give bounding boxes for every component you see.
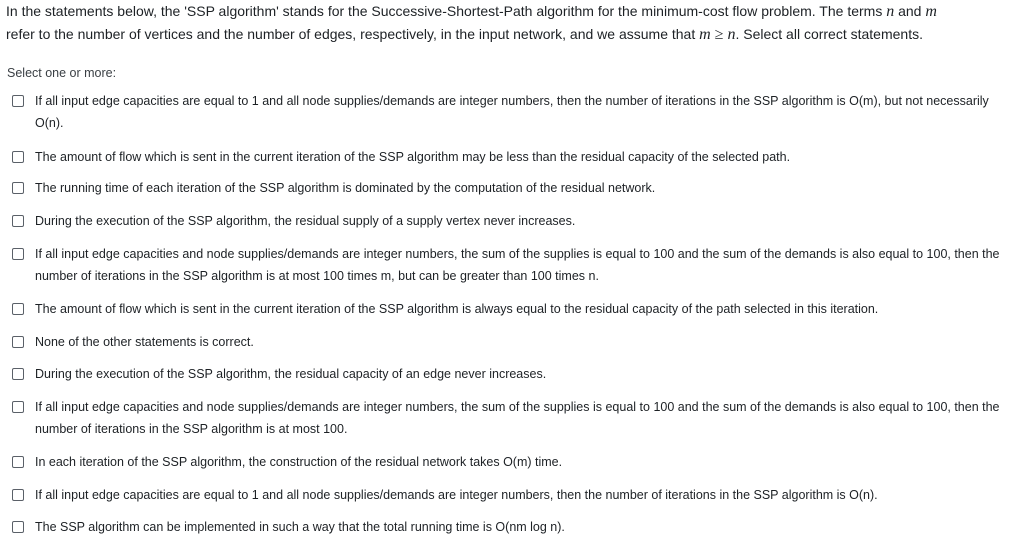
option-5-label: If all input edge capacities and node supplies/demands are integer numbers, the sum of the supplies is equal to 100 and the sum of the demands is also equal to 100, then the number of iterations in the SSP algorithm is at most 100 times m, but can be greater than 100 times n. [35, 247, 1000, 283]
option-8-label: During the execution of the SSP algorithm, the residual capacity of an edge never increases. [35, 367, 547, 381]
option-12-label: The SSP algorithm can be implemented in such a way that the total running time is O(nm log n). [35, 520, 565, 534]
option-4-checkbox[interactable] [12, 215, 24, 227]
option-2-checkbox[interactable] [12, 151, 24, 163]
option-9-checkbox[interactable] [12, 401, 24, 413]
option-11-label: If all input edge capacities are equal to 1 and all node supplies/demands are integer numbers, then the number of iterations in the SSP algorithm is O(n). [35, 488, 878, 502]
option-2-label: The amount of flow which is sent in the current iteration of the SSP algorithm may be less than the residual capacity of the selected path. [35, 150, 791, 164]
option-6-label: The amount of flow which is sent in the current iteration of the SSP algorithm is always equal to the residual capacity of the path selected in this iteration. [35, 302, 879, 316]
select-prompt: Select one or more: [7, 66, 117, 80]
option-7-checkbox[interactable] [12, 336, 24, 348]
question-line-2: refer to the number of vertices and the number of edges, respectively, in the input network, and we assume that m ≥ n. Select all correct statements. [6, 26, 923, 43]
option-5-checkbox[interactable] [12, 248, 24, 260]
option-3-label: The running time of each iteration of the SSP algorithm is dominated by the computation of the residual network. [35, 181, 656, 195]
option-7-label: None of the other statements is correct. [35, 335, 254, 349]
option-11-checkbox[interactable] [12, 489, 24, 501]
option-6-checkbox[interactable] [12, 303, 24, 315]
option-1-label: If all input edge capacities are equal to 1 and all node supplies/demands are integer numbers, then the number of iterations in the SSP algorithm is O(m), but not necessarily O(n). [35, 94, 989, 130]
option-4-label: During the execution of the SSP algorithm, the residual supply of a supply vertex never increases. [35, 214, 576, 228]
option-12-checkbox[interactable] [12, 521, 24, 533]
option-10-label: In each iteration of the SSP algorithm, the construction of the residual network takes O(m) time. [35, 455, 563, 469]
option-3-checkbox[interactable] [12, 182, 24, 194]
option-9-label: If all input edge capacities and node supplies/demands are integer numbers, the sum of the supplies is equal to 100 and the sum of the demands is also equal to 100, then the number of iterations in the SSP algorithm is at most 100. [35, 400, 1000, 436]
option-1-checkbox[interactable] [12, 95, 24, 107]
option-10-checkbox[interactable] [12, 456, 24, 468]
question-text [6, 0, 1016, 46]
question-line-1: In the statements below, the 'SSP algorithm' stands for the Successive-Shortest-Path algorithm for the minimum-cost flow problem. The terms n and m [6, 3, 937, 20]
option-8-checkbox[interactable] [12, 368, 24, 380]
